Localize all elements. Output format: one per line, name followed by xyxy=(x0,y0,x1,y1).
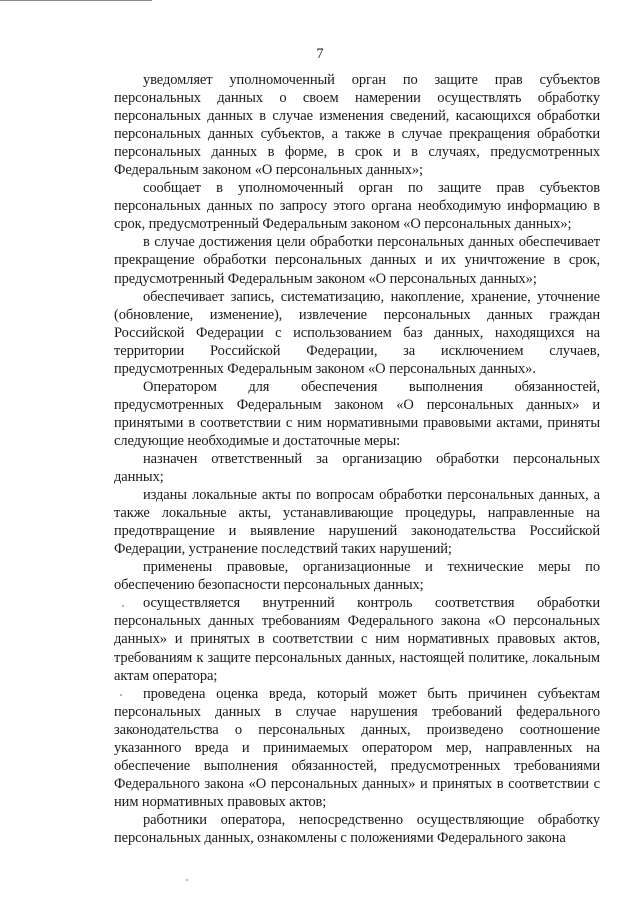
scan-speck xyxy=(122,605,124,607)
paragraph: в случае достижения цели обработки персональных данных обеспечивает прекращение обработки персональных данных и их уничтожение в срок, предусмотренный Федеральным законом «О персональных данных»; xyxy=(114,234,600,287)
scan-speck xyxy=(186,879,188,881)
paragraph: обеспечивает запись, систематизацию, накопление, хранение, уточнение (обновление, изменение), извлечение персональных данных граждан Российской Федерации с использованием баз данных, находящихся на территории Российской Федерации, за исключением случаев, предусмотренных Федеральным законом «О персональных данных». xyxy=(114,288,600,377)
paragraph: изданы локальные акты по вопросам обработки персональных данных, а также локальные акты, устанавливающие процедуры, направленные на предотвращение и выявление нарушений законодательства Российской Федерации, устранение последствий таких нарушений; xyxy=(114,487,600,558)
paragraph: осуществляется внутренний контроль соответствия обработки персональных данных требованиям Федерального закона «О персональных данных» и принятых в соответствии с ним нормативных правовых актов, требованиям к защите персональных данных, настоящей политике, локальным актам оператора; xyxy=(114,595,600,684)
page-number: 7 xyxy=(316,46,324,62)
scan-speck xyxy=(120,694,122,696)
paragraph: назначен ответственный за организацию обработки персональных данных; xyxy=(114,450,600,486)
document-body xyxy=(114,71,600,847)
top-edge-rule xyxy=(0,0,152,1)
paragraph: уведомляет уполномоченный орган по защите прав субъектов персональных данных о своем намерении осуществлять обработку персональных данных в случае изменения сведений, касающихся обработки персональных данных субъектов, а также в случае прекращения обработки персональных данных в форме, в срок и в случаях, предусмотренных Федеральным законом «О персональных данных»; xyxy=(114,72,600,179)
paragraph: Оператором для обеспечения выполнения обязанностей, предусмотренных Федеральным законом «О персональных данных» и принятыми в соответствии с ним нормативными правовыми актами, приняты следующие необходимые и достаточные меры: xyxy=(114,378,600,449)
paragraph: сообщает в уполномоченный орган по защите прав субъектов персональных данных по запросу этого органа необходимую информацию в срок, предусмотренный Федеральным законом «О персональных данных»; xyxy=(114,180,600,233)
paragraph: работники оператора, непосредственно осуществляющие обработку персональных данных, ознакомлены с положениями Федерального закона xyxy=(114,811,600,846)
paragraph: проведена оценка вреда, который может быть причинен субъектам персональных данных в случае нарушения требований федерального законодательства о персональных данных, произведено соотношение указанного вреда и принимаемых оператором мер, направленных на обеспечение выполнения обязанностей, предусмотренных требованиями Федерального закона «О персональных данных» и принятых в соответствии с ним нормативных правовых актов; xyxy=(114,685,600,810)
paragraph: применены правовые, организационные и технические меры по обеспечению безопасности персональных данных; xyxy=(114,559,600,594)
